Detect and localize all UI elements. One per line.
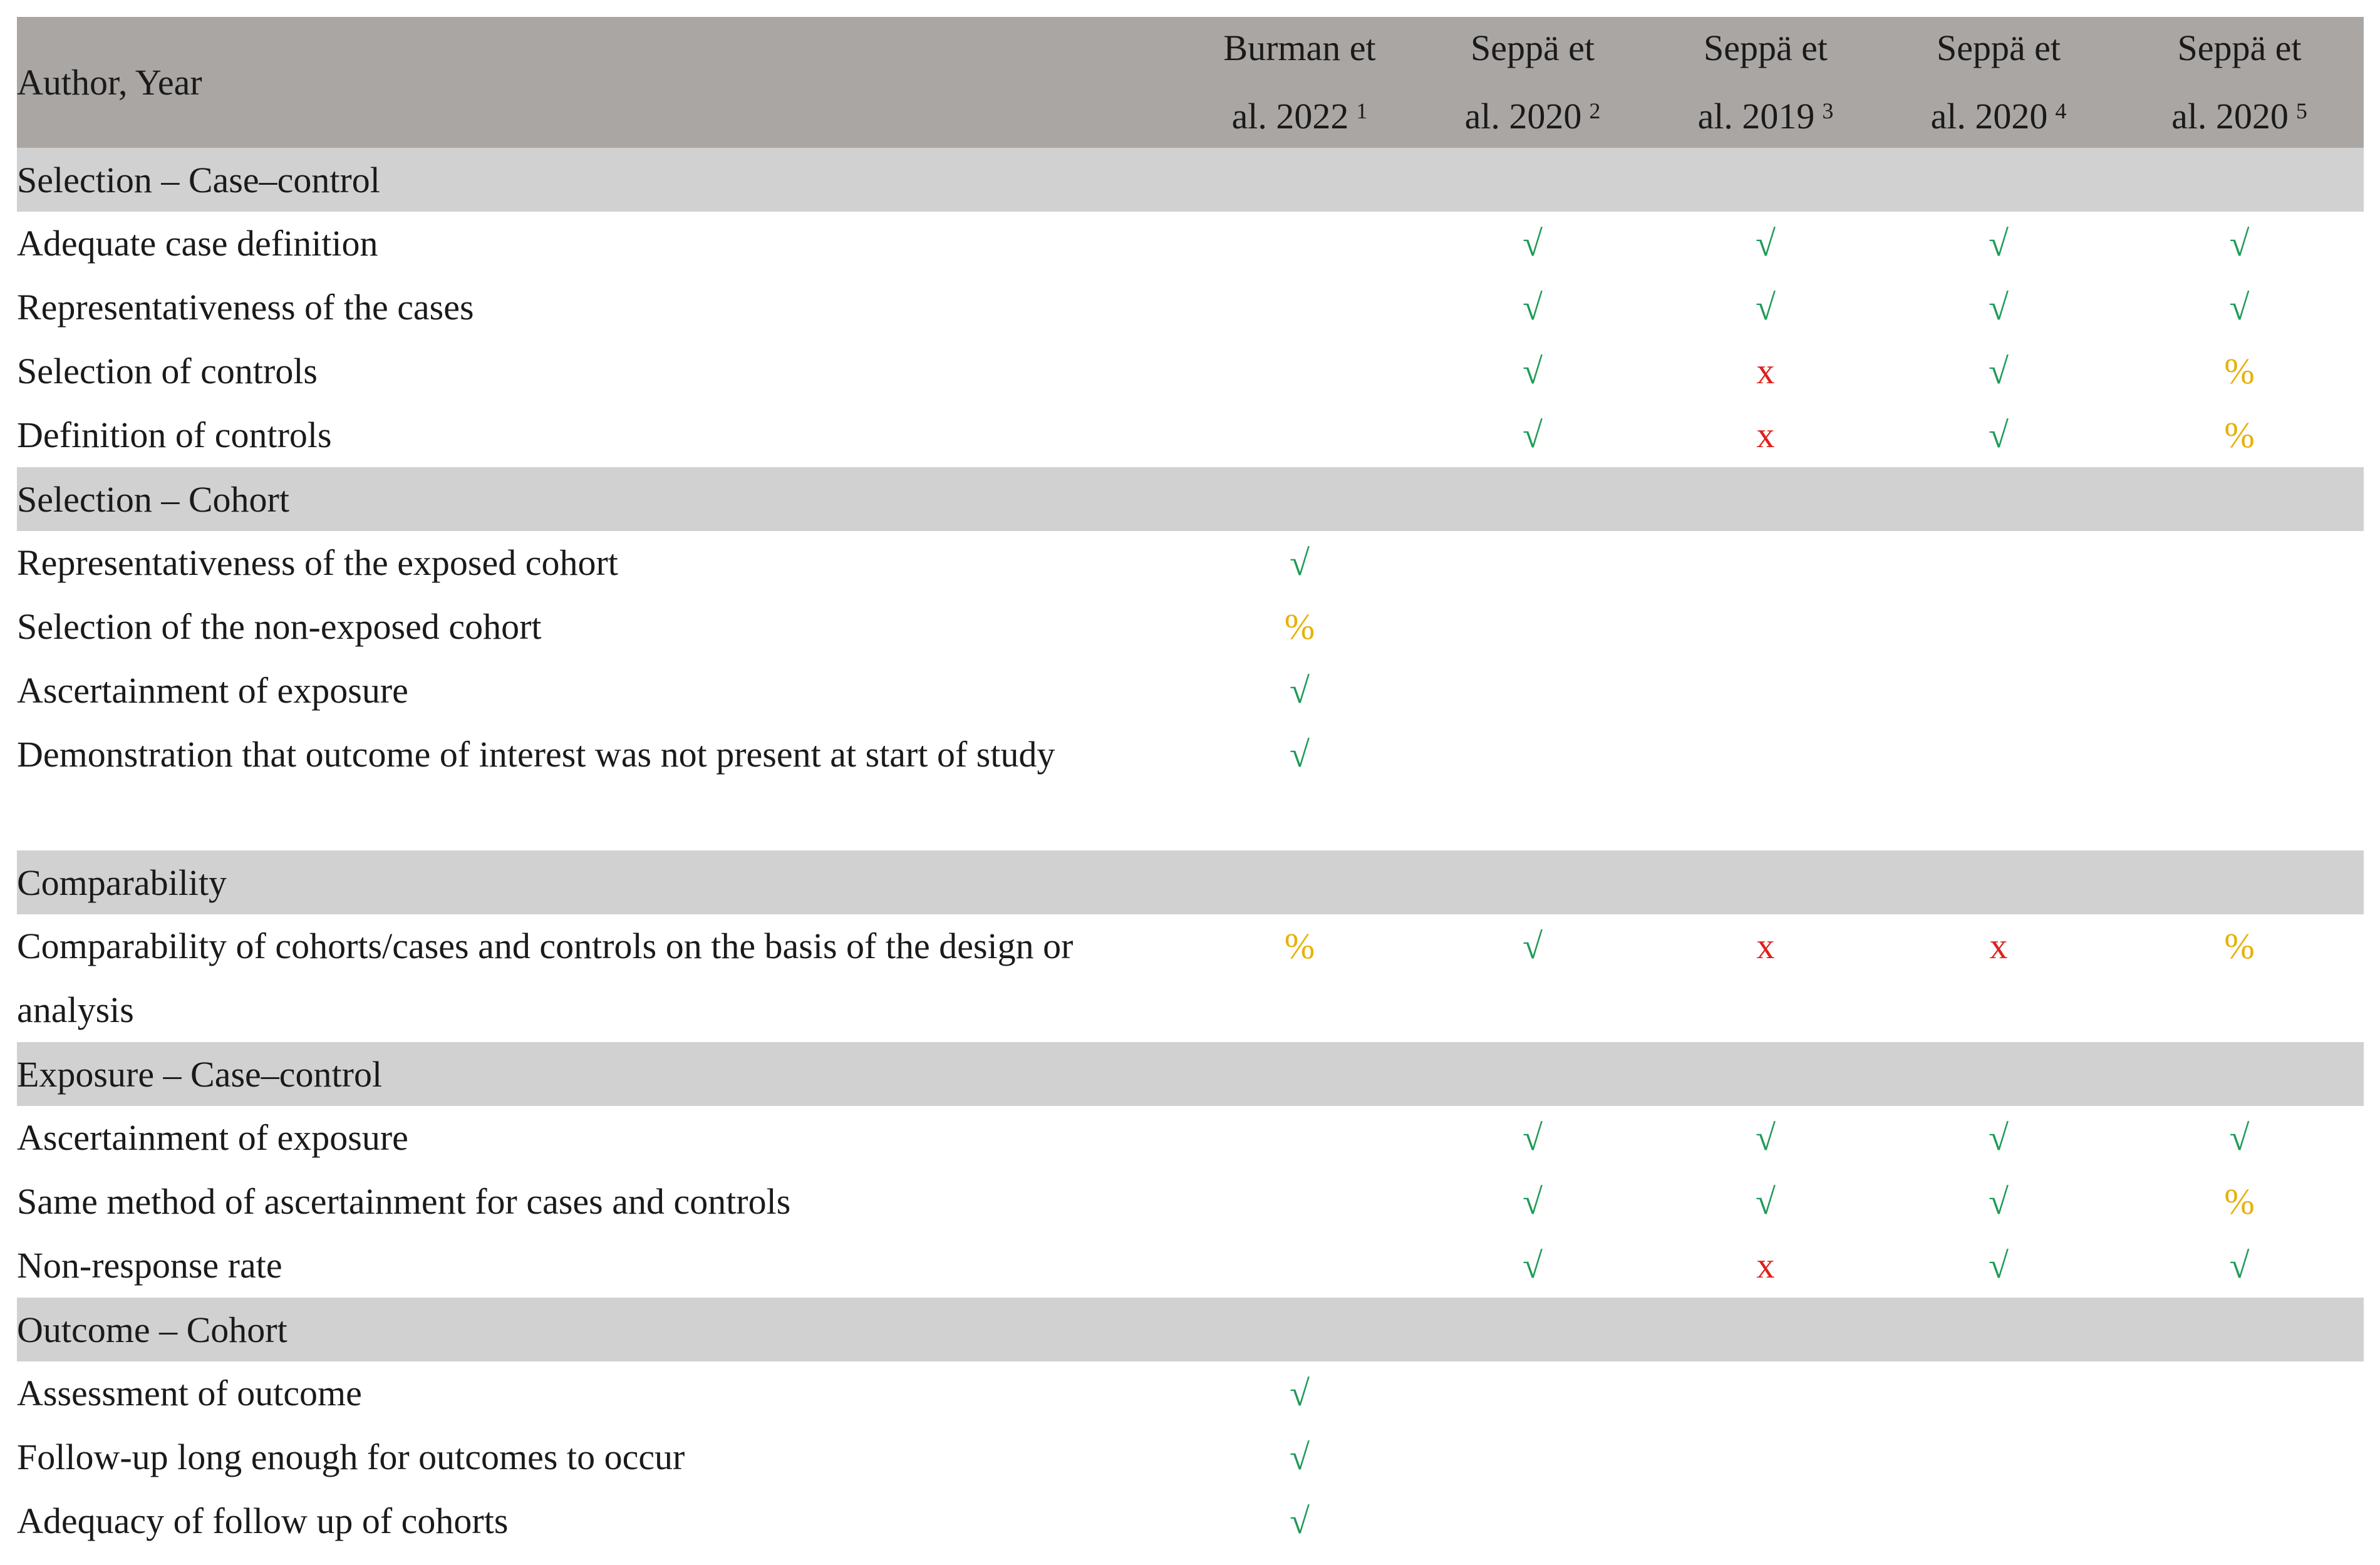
empty-cell — [1183, 339, 1416, 403]
table-row — [17, 1425, 2364, 1489]
empty-cell — [2115, 531, 2364, 595]
table-row — [17, 595, 2364, 659]
criterion-label: Demonstration that outcome of interest was not present at start of study — [17, 734, 1055, 775]
criterion-label: Same method of ascertainment for cases and controls — [17, 1181, 791, 1222]
empty-cell — [2115, 723, 2364, 850]
criterion-label: Representativeness of the exposed cohort — [17, 542, 618, 583]
study-header-line1: Seppä et — [1703, 28, 1828, 68]
check-mark: √ — [1290, 734, 1310, 775]
study-header-line2: al. 2020 — [2171, 96, 2289, 137]
criterion-label: Follow-up long enough for outcomes to occur — [17, 1437, 685, 1477]
percent-mark: % — [2224, 926, 2255, 966]
study-header-line1: Seppä et — [1936, 28, 2061, 68]
check-mark: √ — [1756, 1117, 1776, 1158]
percent-mark: % — [2224, 351, 2255, 391]
table-row — [17, 1106, 2364, 1170]
check-mark: √ — [1523, 351, 1543, 391]
study-header-line1: Seppä et — [2177, 28, 2302, 68]
empty-cell — [1416, 1425, 1649, 1489]
study-header — [1416, 17, 1649, 148]
empty-cell — [2115, 1425, 2364, 1489]
check-mark: √ — [1756, 223, 1776, 264]
section-row — [17, 850, 2364, 914]
check-mark: √ — [1989, 1181, 2009, 1222]
percent-mark: % — [2224, 415, 2255, 455]
criterion-label: Non-response rate — [17, 1245, 282, 1286]
check-mark: √ — [1989, 287, 2009, 328]
check-mark: √ — [1756, 1181, 1776, 1222]
table-row — [17, 1361, 2364, 1425]
percent-mark: % — [2224, 1181, 2255, 1222]
check-mark: √ — [1989, 1245, 2009, 1286]
x-mark: x — [1756, 415, 1775, 455]
check-mark: √ — [1290, 1373, 1310, 1413]
section-row — [17, 467, 2364, 531]
check-mark: √ — [1290, 542, 1310, 583]
empty-cell — [1649, 659, 1882, 723]
check-mark: √ — [1989, 223, 2009, 264]
empty-cell — [2115, 595, 2364, 659]
check-mark: √ — [1290, 1500, 1310, 1541]
empty-cell — [1416, 595, 1649, 659]
study-header-line2: al. 2020 — [1464, 96, 1582, 137]
criterion-label: Selection of controls — [17, 351, 318, 391]
table-row — [17, 339, 2364, 403]
percent-mark: % — [1284, 606, 1315, 647]
check-mark: √ — [2229, 223, 2250, 264]
x-mark: x — [1756, 351, 1775, 391]
reference-number: 5 — [2295, 98, 2307, 123]
table-body — [17, 148, 2364, 1553]
check-mark: √ — [1989, 415, 2009, 455]
reference-number: 2 — [1589, 98, 1601, 123]
section-row — [17, 148, 2364, 212]
empty-cell — [1183, 403, 1416, 467]
table-row — [17, 403, 2364, 467]
empty-cell — [1882, 659, 2115, 723]
empty-cell — [1183, 1234, 1416, 1298]
section-row — [17, 1298, 2364, 1361]
criterion-label: Comparability of cohorts/cases and controls on the basis of the design or analysis — [17, 926, 1074, 1030]
check-mark: √ — [1523, 223, 1543, 264]
author-year-header: Author, Year — [17, 62, 202, 103]
check-mark: √ — [1290, 670, 1310, 711]
empty-cell — [2115, 1361, 2364, 1425]
empty-cell — [1183, 1170, 1416, 1234]
criterion-label: Ascertainment of exposure — [17, 670, 408, 711]
empty-cell — [1882, 1425, 2115, 1489]
table-row — [17, 723, 2364, 850]
table-row — [17, 212, 2364, 276]
empty-cell — [1649, 1489, 1882, 1553]
check-mark: √ — [1523, 415, 1543, 455]
section-title: Exposure – Case–control — [17, 1042, 2364, 1106]
check-mark: √ — [1523, 287, 1543, 328]
empty-cell — [1649, 723, 1882, 850]
empty-cell — [1416, 659, 1649, 723]
check-mark: √ — [1290, 1437, 1310, 1477]
empty-cell — [1416, 1489, 1649, 1553]
criterion-label: Selection of the non-exposed cohort — [17, 606, 542, 647]
empty-cell — [1649, 531, 1882, 595]
table-row — [17, 276, 2364, 339]
criterion-label: Representativeness of the cases — [17, 287, 474, 328]
empty-cell — [1649, 1361, 1882, 1425]
check-mark: √ — [1989, 1117, 2009, 1158]
study-header-line1: Seppä et — [1470, 28, 1595, 68]
check-mark: √ — [1523, 1245, 1543, 1286]
check-mark: √ — [1523, 1181, 1543, 1222]
study-header — [2115, 17, 2364, 148]
check-mark: √ — [1756, 287, 1776, 328]
table-row — [17, 1234, 2364, 1298]
quality-assessment-table — [17, 17, 2364, 1553]
reference-number: 1 — [1356, 98, 1368, 123]
study-header — [1882, 17, 2115, 148]
criterion-label: Ascertainment of exposure — [17, 1117, 408, 1158]
check-mark: √ — [1989, 351, 2009, 391]
criterion-label: Adequacy of follow up of cohorts — [17, 1500, 509, 1541]
check-mark: √ — [1523, 926, 1543, 966]
table-row — [17, 659, 2364, 723]
study-header-line1: Burman et — [1223, 28, 1376, 68]
empty-cell — [1649, 1425, 1882, 1489]
empty-cell — [1416, 531, 1649, 595]
empty-cell — [2115, 1489, 2364, 1553]
study-header-line2: al. 2020 — [1930, 96, 2048, 137]
study-header — [1649, 17, 1882, 148]
section-title: Outcome – Cohort — [17, 1298, 2364, 1361]
table-row — [17, 914, 2364, 1042]
x-mark: x — [1756, 926, 1775, 966]
empty-cell — [1882, 595, 2115, 659]
check-mark: √ — [2229, 1117, 2250, 1158]
header-row — [17, 17, 2364, 148]
empty-cell — [1183, 276, 1416, 339]
criterion-label: Definition of controls — [17, 415, 332, 455]
section-title: Comparability — [17, 850, 2364, 914]
empty-cell — [1882, 531, 2115, 595]
empty-cell — [1882, 1361, 2115, 1425]
reference-number: 4 — [2055, 98, 2067, 123]
empty-cell — [1882, 723, 2115, 850]
study-header — [1183, 17, 1416, 148]
table-row — [17, 1489, 2364, 1553]
x-mark: x — [1756, 1245, 1775, 1286]
check-mark: √ — [2229, 287, 2250, 328]
empty-cell — [2115, 659, 2364, 723]
criterion-label: Adequate case definition — [17, 223, 378, 264]
section-title: Selection – Cohort — [17, 467, 2364, 531]
empty-cell — [1649, 595, 1882, 659]
empty-cell — [1416, 723, 1649, 850]
x-mark: x — [1989, 926, 2008, 966]
check-mark: √ — [1523, 1117, 1543, 1158]
section-row — [17, 1042, 2364, 1106]
empty-cell — [1416, 1361, 1649, 1425]
percent-mark: % — [1284, 926, 1315, 966]
section-title: Selection – Case–control — [17, 148, 2364, 212]
study-header-line2: al. 2022 — [1231, 96, 1349, 137]
empty-cell — [1882, 1489, 2115, 1553]
empty-cell — [1183, 1106, 1416, 1170]
empty-cell — [1183, 212, 1416, 276]
table-row — [17, 1170, 2364, 1234]
reference-number: 3 — [1822, 98, 1834, 123]
table-row — [17, 531, 2364, 595]
study-header-line2: al. 2019 — [1697, 96, 1815, 137]
criterion-label: Assessment of outcome — [17, 1373, 362, 1413]
check-mark: √ — [2229, 1245, 2250, 1286]
